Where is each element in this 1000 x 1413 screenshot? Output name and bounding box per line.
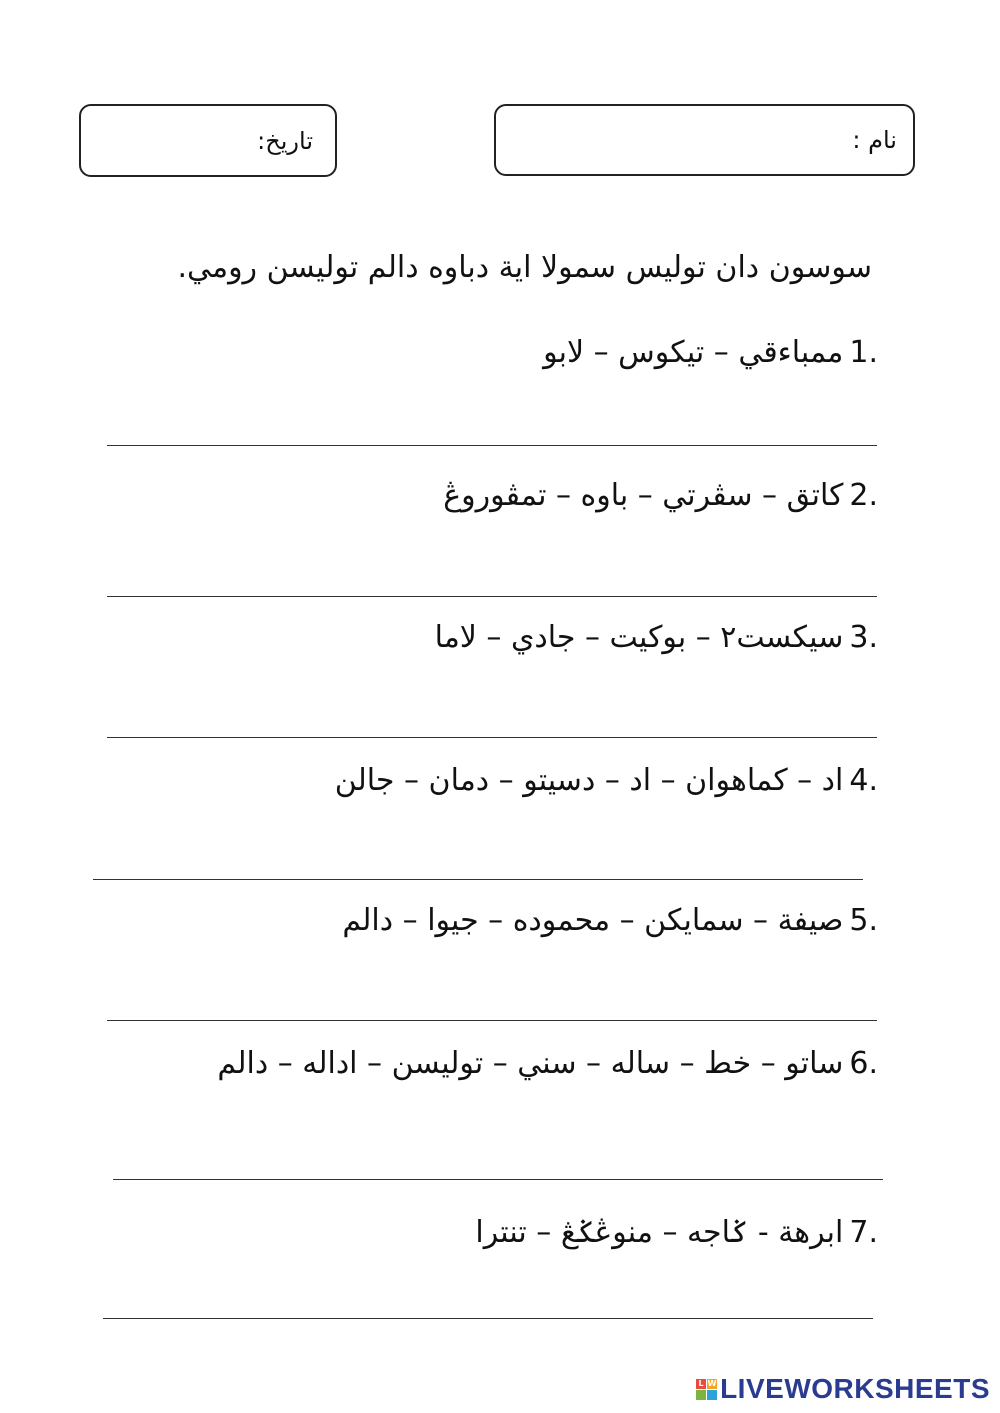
question-7	[475, 1215, 878, 1250]
question-6	[217, 1046, 878, 1081]
question-1	[543, 335, 878, 370]
question-text: ساتو – خط – ساله – سني – توليسن – اداله – دالم	[217, 1046, 844, 1081]
question-5	[342, 903, 878, 938]
question-number: 3.	[849, 620, 878, 655]
question-text: كاتق – سڤرتي – باوه – تمڤوروڠ	[443, 478, 844, 513]
date-label: تاريخ:	[257, 126, 313, 155]
instruction-text: سوسون دان توليس سمولا اية دباوه دالم توليسن رومي.	[177, 250, 872, 285]
logo-tile: L	[696, 1379, 706, 1389]
question-text: ممباءقي – تيكوس – لابو	[543, 335, 844, 370]
question-3	[435, 620, 878, 655]
question-2	[443, 478, 878, 513]
question-text: ابرهة - ݢاجه – منوڠݢڠ – تنترا	[475, 1215, 844, 1250]
answer-line-6[interactable]	[113, 1179, 883, 1180]
question-number: 1.	[849, 335, 878, 370]
name-box[interactable]	[494, 104, 915, 176]
question-text: سيكست٢ – بوكيت – جادي – لاما	[434, 620, 844, 655]
logo-tile	[696, 1390, 706, 1400]
question-text: اد – كماهوان – اد – دسيتو – دمان – جالن	[334, 763, 844, 798]
logo-text: LIVEWORKSHEETS	[720, 1373, 990, 1404]
liveworksheets-logo	[696, 1373, 990, 1405]
answer-line-2[interactable]	[107, 596, 877, 597]
answer-line-5[interactable]	[107, 1020, 877, 1021]
question-number: 7.	[849, 1215, 878, 1250]
question-text: صيفة – سمايكن – محموده – جيوا – دالم	[342, 903, 844, 938]
answer-line-4[interactable]	[93, 879, 863, 880]
answer-line-7[interactable]	[103, 1318, 873, 1319]
question-4	[335, 763, 878, 798]
question-number: 5.	[849, 903, 878, 938]
logo-tile: W	[707, 1378, 717, 1388]
answer-line-3[interactable]	[107, 737, 877, 738]
date-box[interactable]	[79, 104, 337, 177]
name-label: نام :	[852, 126, 897, 154]
question-number: 2.	[849, 478, 878, 513]
logo-tile	[707, 1390, 717, 1400]
question-number: 4.	[849, 763, 878, 798]
answer-line-1[interactable]	[107, 445, 877, 446]
question-number: 6.	[849, 1046, 878, 1081]
liveworksheets-logo-icon	[696, 1379, 717, 1400]
